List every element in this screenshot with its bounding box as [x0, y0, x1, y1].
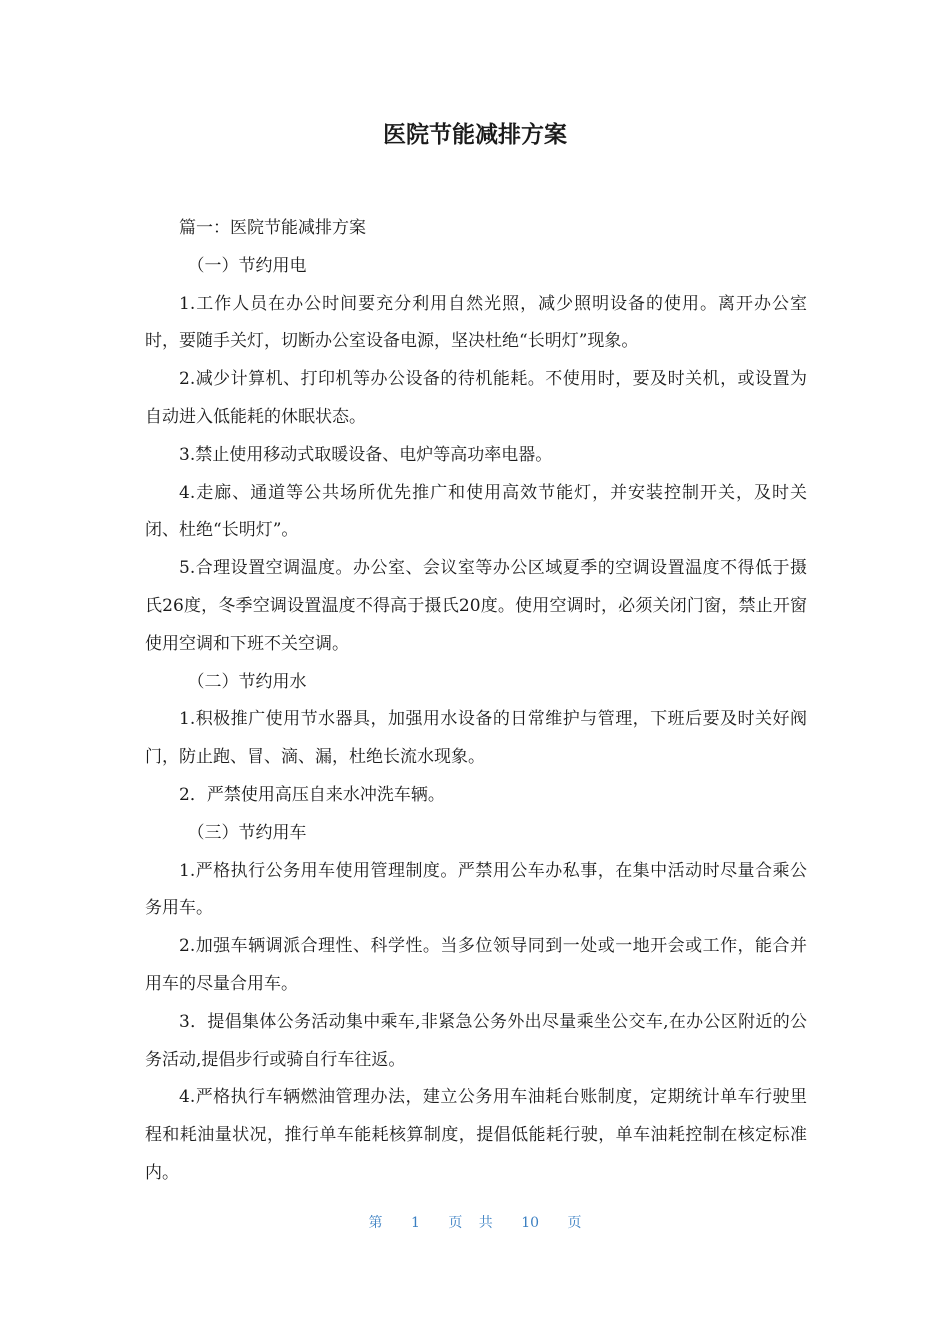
document-body — [145, 210, 807, 1193]
footer-prefix: 第 — [368, 1215, 383, 1231]
footer-current-page: 1 — [410, 1215, 420, 1231]
section-heading: （三）节约用车 — [187, 822, 307, 843]
paragraph: 1.工作人员在办公时间要充分利用自然光照，减少照明设备的使用。离开办公室时，要随手关灯，切断办公室设备电源，坚决杜绝“长明灯”现象。 — [145, 293, 807, 352]
paragraph: 4.严格执行车辆燃油管理办法，建立公务用车油耗台账制度，定期统计单车行驶里程和耗油量状况，推行单车能耗核算制度，提倡低能耗行驶，单车油耗控制在核定标准内。 — [145, 1087, 807, 1183]
paragraph: 篇一：医院节能减排方案 — [179, 218, 366, 238]
footer-suffix: 页 — [567, 1215, 582, 1231]
paragraph: 4.走廊、通道等公共场所优先推广和使用高效节能灯，并安装控制开关，及时关闭、杜绝“长明灯”。 — [145, 482, 807, 541]
paragraph: 5.合理设置空调温度。办公室、会议室等办公区域夏季的空调设置温度不得低于摄氏26度，冬季空调设置温度不得高于摄氏20度。使用空调时，必须关闭门窗，禁止开窗使用空调和下班不关空调。 — [145, 558, 807, 654]
paragraph: 1.严格执行公务用车使用管理制度。严禁用公车办私事，在集中活动时尽量合乘公务用车。 — [145, 860, 807, 919]
section-heading: （一）节约用电 — [187, 255, 307, 276]
footer-total-pages: 10 — [521, 1215, 540, 1231]
paragraph: 3．提倡集体公务活动集中乘车,非紧急公务外出尽量乘坐公交车,在办公区附近的公务活动,提倡步行或骑自行车往返。 — [145, 1011, 807, 1070]
page-title: 医院节能减排方案 — [383, 122, 567, 148]
paragraph: 1.积极推广使用节水器具，加强用水设备的日常维护与管理，下班后要及时关好阀门，防止跑、冒、滴、漏，杜绝长流水现象。 — [145, 709, 807, 768]
paragraph: 2．严禁使用高压自来水冲洗车辆。 — [179, 784, 445, 805]
footer-middle: 页 共 — [448, 1215, 493, 1231]
page-number-footer — [0, 1212, 950, 1232]
paragraph: 3.禁止使用移动式取暖设备、电炉等高功率电器。 — [179, 444, 553, 465]
paragraph: 2.减少计算机、打印机等办公设备的待机能耗。不使用时，要及时关机，或设置为自动进入低能耗的休眠状态。 — [145, 369, 807, 427]
section-heading: （二）节约用水 — [187, 671, 307, 692]
paragraph: 2.加强车辆调派合理性、科学性。当多位领导同到一处或一地开会或工作，能合并用车的尽量合用车。 — [145, 936, 807, 994]
